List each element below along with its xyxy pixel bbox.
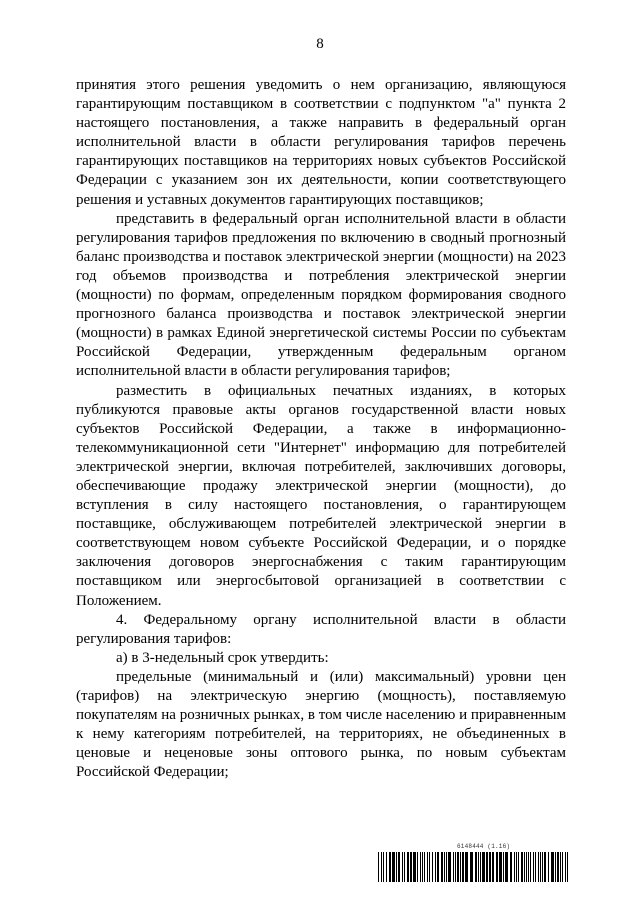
paragraph-4: 4. Федеральному органу исполнительной власти в области регулирования тарифов: xyxy=(76,611,566,647)
paragraph-5: а) в 3-недельный срок утвердить: xyxy=(116,649,329,666)
page-number: 8 xyxy=(316,36,324,52)
paragraph-2: представить в федеральный орган исполнительной власти в области регулирования тарифов предложения по включению в сводный прогнозный баланс производства и поставок электрической энергии (мощности) на 2023 год объемов производства и потребления электрической энергии (мощности) по формам, определенным порядком формирования сводного прогнозного баланса производства и поставок электрической энергии (мощности) в рамках Единой энергетической системы России по субъектам Российской Федерации, утвержденным федеральным органом исполнительной власти в области регулирования тарифов; xyxy=(76,210,566,380)
document-code: 6148444 (1.16) xyxy=(457,843,511,850)
paragraph-3: разместить в официальных печатных изданиях, в которых публикуются правовые акты органов государственной власти новых субъектов Российской Федерации, а также в информационно-телекоммуникационной сети "Интернет" информацию для потребителей электрической энергии, включая потребителей, заключивших договоры, обеспечивающие продажу электрической энергии (мощности), до вступления в силу настоящего постановления, о гарантирующем поставщике, обслуживающем потребителей электрической энергии в соответствующем новом субъекте Российской Федерации, и о порядке заключения договоров энергоснабжения с таким гарантирующим поставщиком или энергосбытовой организацией в соответствии с Положением. xyxy=(76,382,566,609)
paragraph-1: принятия этого решения уведомить о нем организацию, являющуюся гарантирующим поставщиком в соответствии с подпунктом "а" пункта 2 настоящего постановления, а также направить в федеральный орган исполнительной власти в области регулирования тарифов перечень гарантирующих поставщиков на территориях новых субъектов Российской Федерации с указанием зон их деятельности, копии соответствующего решения и уставных документов гарантирующих поставщиков; xyxy=(76,77,566,208)
barcode-icon xyxy=(378,852,568,882)
paragraph-6: предельные (минимальный и (или) максимальный) уровни цен (тарифов) на электрическую энергию (мощность), поставляемую покупателям на розничных рынках, в том числе населению и приравненным к нему категориям потребителей, на территориях, не объединенных в ценовые и неценовые зоны оптового рынка, по новым субъектам Российской Федерации; xyxy=(76,668,566,781)
document-body xyxy=(76,76,566,782)
